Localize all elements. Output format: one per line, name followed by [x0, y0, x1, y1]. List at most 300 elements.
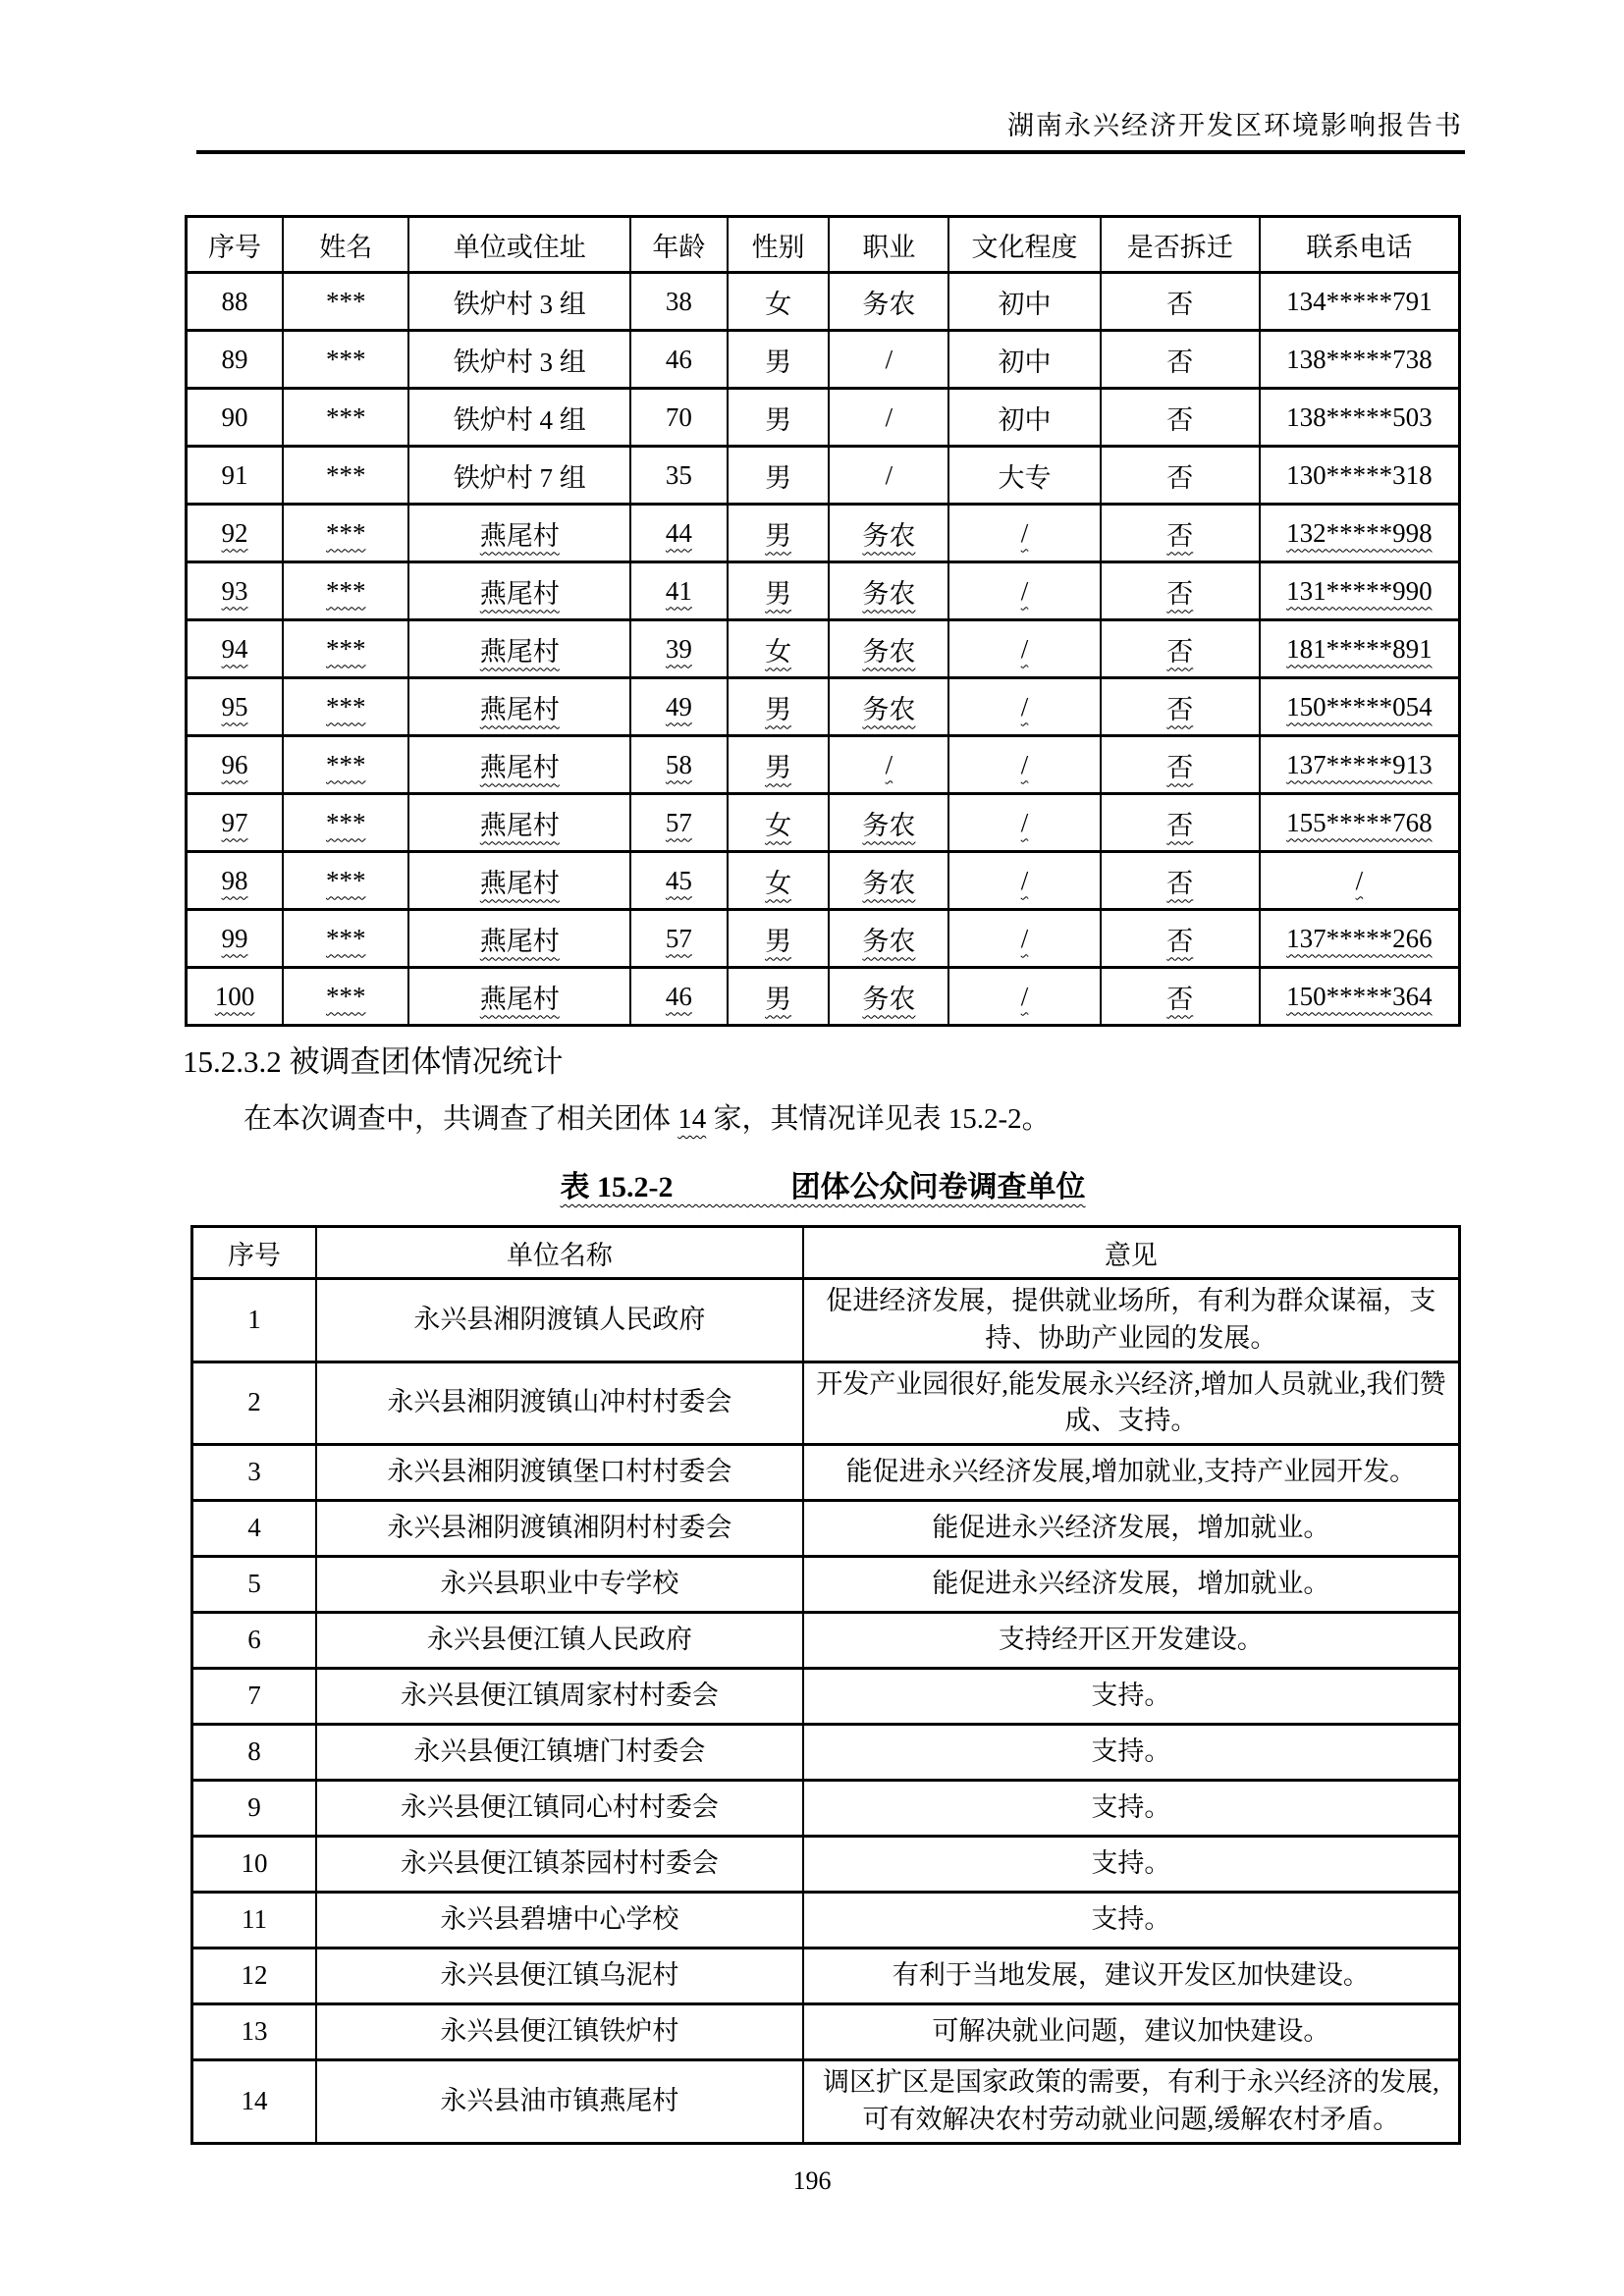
- cell-education: [948, 794, 1100, 852]
- cell-education-text: 大专: [998, 462, 1052, 493]
- cell-number-text: 89: [221, 344, 248, 374]
- cell-name: [283, 505, 408, 562]
- cell-opinion-text: 开发产业园很好,能发展永兴经济,增加人员就业,我们赞成、支持。: [816, 1368, 1446, 1436]
- cell-index: [192, 1893, 317, 1949]
- cell-gender-text: 男: [765, 347, 792, 377]
- col-header-number: 序号: [187, 217, 284, 273]
- cell-opinion-text: 支持。: [1091, 1681, 1171, 1711]
- cell-unit-name-text: 永兴县湘阴渡镇堡口村村委会: [387, 1457, 732, 1487]
- cell-relocation: [1101, 620, 1260, 678]
- cell-name-text: ***: [326, 633, 366, 664]
- cell-address: [408, 794, 630, 852]
- cell-unit-name: [316, 1613, 803, 1669]
- cell-number: [187, 447, 284, 505]
- cell-number: [187, 620, 284, 678]
- cell-gender: [728, 331, 830, 389]
- organizations-table-row: [192, 2004, 1460, 2060]
- table2-title: [185, 1162, 1461, 1205]
- cell-number-text: 95: [221, 691, 248, 721]
- cell-age: [630, 794, 728, 852]
- cell-unit-name-text: 永兴县便江镇茶园村村委会: [400, 1848, 719, 1879]
- cell-unit-name: [316, 1501, 803, 1557]
- cell-index-text: 7: [247, 1681, 261, 1711]
- cell-unit-name: [316, 1949, 803, 2004]
- cell-age-text: 44: [665, 517, 692, 548]
- cell-index-text: 8: [247, 1736, 261, 1767]
- cell-education-text: /: [1020, 865, 1029, 895]
- cell-relocation: [1101, 794, 1260, 852]
- cell-relocation: [1101, 273, 1260, 331]
- organizations-table-row: [192, 1949, 1460, 2004]
- cell-address-text: 燕尾村: [479, 520, 560, 551]
- cell-occupation: [829, 331, 948, 389]
- cell-relocation: [1101, 331, 1260, 389]
- section-heading: 15.2.3.2 被调查团体情况统计: [183, 1044, 564, 1079]
- individuals-header-row: [187, 217, 1460, 273]
- cell-number-text: 100: [214, 981, 255, 1011]
- cell-occupation-text: 务农: [862, 984, 916, 1014]
- cell-age: [630, 505, 728, 562]
- section-paragraph: [185, 1096, 1461, 1137]
- individuals-table: [185, 215, 1461, 1027]
- cell-phone-text: 134*****791: [1286, 286, 1433, 316]
- cell-relocation: [1101, 389, 1260, 447]
- organizations-table-row: [192, 1557, 1460, 1613]
- cell-phone-text: 138*****503: [1286, 401, 1433, 432]
- cell-number-text: 92: [221, 517, 248, 548]
- cell-occupation: [829, 389, 948, 447]
- cell-gender: [728, 620, 830, 678]
- individuals-table-row: [187, 447, 1460, 505]
- col-header-gender: 性别: [728, 217, 830, 273]
- cell-age: [630, 968, 728, 1026]
- cell-unit-name: [316, 1781, 803, 1837]
- cell-education: [948, 273, 1100, 331]
- cell-education: [948, 505, 1100, 562]
- cell-relocation-text: 否: [1166, 289, 1194, 319]
- individuals-table-row: [187, 794, 1460, 852]
- cell-occupation-text: /: [885, 344, 893, 374]
- group-count-value: 14: [677, 1103, 707, 1135]
- cell-opinion-text: 支持。: [1091, 1792, 1171, 1823]
- cell-opinion-text: 支持。: [1091, 1904, 1171, 1935]
- cell-education: [948, 447, 1100, 505]
- cell-occupation: [829, 678, 948, 736]
- cell-opinion-text: 有利于当地发展，建议开发区加快建设。: [892, 1960, 1370, 1991]
- cell-gender-text: 女: [765, 636, 792, 667]
- cell-phone: [1260, 447, 1460, 505]
- cell-address: [408, 562, 630, 620]
- cell-unit-name-text: 永兴县湘阴渡镇山冲村村委会: [387, 1387, 732, 1417]
- cell-occupation: [829, 447, 948, 505]
- cell-index-text: 4: [247, 1513, 261, 1543]
- cell-name: [283, 273, 408, 331]
- cell-relocation: [1101, 562, 1260, 620]
- cell-relocation-text: 否: [1166, 462, 1194, 493]
- cell-opinion: [803, 1781, 1460, 1837]
- organizations-table: [190, 1225, 1461, 2145]
- organizations-table-row: [192, 1501, 1460, 1557]
- cell-opinion: [803, 1837, 1460, 1893]
- cell-education-text: /: [1020, 575, 1029, 606]
- cell-index-text: 6: [247, 1625, 261, 1655]
- col-header-unit-name: 单位名称: [316, 1227, 803, 1279]
- cell-unit-name-text: 永兴县碧塘中心学校: [440, 1904, 679, 1935]
- cell-number: [187, 331, 284, 389]
- organizations-table-row: [192, 1362, 1460, 1445]
- cell-opinion-text: 能促进永兴经济发展，增加就业。: [932, 1513, 1330, 1543]
- cell-age-text: 41: [665, 575, 692, 606]
- cell-education-text: /: [1020, 749, 1029, 779]
- cell-education-text: /: [1020, 517, 1029, 548]
- cell-age: [630, 331, 728, 389]
- cell-name-text: ***: [326, 401, 366, 432]
- cell-address: [408, 620, 630, 678]
- cell-age-text: 39: [665, 633, 692, 664]
- col-header-address: 单位或住址: [408, 217, 630, 273]
- cell-phone-text: 181*****891: [1286, 633, 1433, 664]
- cell-name-text: ***: [326, 517, 366, 548]
- cell-occupation-text: 务农: [862, 636, 916, 667]
- cell-gender: [728, 968, 830, 1026]
- cell-index-text: 5: [247, 1569, 261, 1599]
- page-number: 196: [792, 2166, 832, 2195]
- cell-relocation: [1101, 910, 1260, 968]
- cell-gender-text: 男: [765, 694, 792, 724]
- cell-age-text: 70: [665, 401, 692, 432]
- table2-title-text: 表 15.2-2 团体公众问卷调查单位: [560, 1171, 1086, 1203]
- cell-address: [408, 736, 630, 794]
- cell-opinion-text: 可解决就业问题，建议加快建设。: [932, 2016, 1330, 2047]
- cell-number: [187, 910, 284, 968]
- cell-address: [408, 331, 630, 389]
- cell-age-text: 46: [665, 344, 692, 374]
- cell-gender-text: 男: [765, 520, 792, 551]
- cell-occupation-text: 务农: [862, 868, 916, 898]
- cell-name-text: ***: [326, 981, 366, 1011]
- cell-opinion-text: 支持。: [1091, 1736, 1171, 1767]
- cell-number: [187, 562, 284, 620]
- cell-age: [630, 910, 728, 968]
- cell-unit-name: [316, 1725, 803, 1781]
- cell-index-text: 10: [241, 1848, 268, 1879]
- cell-phone: [1260, 678, 1460, 736]
- cell-index: [192, 1362, 317, 1445]
- cell-age: [630, 562, 728, 620]
- cell-number-text: 90: [221, 401, 248, 432]
- cell-opinion-text: 促进经济发展，提供就业场所，有利为群众谋福，支持、协助产业园的发展。: [826, 1286, 1436, 1353]
- col-header-age: 年龄: [630, 217, 728, 273]
- cell-age-text: 58: [665, 749, 692, 779]
- cell-opinion: [803, 2004, 1460, 2060]
- organizations-table-row: [192, 1613, 1460, 1669]
- cell-opinion: [803, 1362, 1460, 1445]
- cell-age: [630, 852, 728, 910]
- cell-address: [408, 852, 630, 910]
- cell-age: [630, 736, 728, 794]
- col-header-occupation: 职业: [829, 217, 948, 273]
- cell-index-text: 3: [247, 1457, 261, 1487]
- cell-unit-name-text: 永兴县湘阴渡镇人民政府: [413, 1304, 706, 1334]
- cell-relocation: [1101, 447, 1260, 505]
- cell-index: [192, 1279, 317, 1362]
- cell-phone-text: 137*****266: [1286, 923, 1433, 953]
- cell-number-text: 97: [221, 807, 248, 837]
- col-header-relocation: 是否拆迁: [1101, 217, 1260, 273]
- organizations-table-row: [192, 1279, 1460, 1362]
- cell-relocation-text: 否: [1166, 984, 1194, 1014]
- individuals-table-row: [187, 273, 1460, 331]
- cell-phone: [1260, 562, 1460, 620]
- cell-name: [283, 447, 408, 505]
- cell-name: [283, 389, 408, 447]
- cell-unit-name-text: 永兴县便江镇乌泥村: [440, 1960, 679, 1991]
- cell-unit-name-text: 永兴县便江镇同心村村委会: [400, 1792, 719, 1823]
- cell-index: [192, 1725, 317, 1781]
- cell-address-text: 燕尾村: [479, 578, 560, 609]
- individuals-table-row: [187, 331, 1460, 389]
- cell-opinion-text: 调区扩区是国家政策的需要，有利于永兴经济的发展,可有效解决农村劳动就业问题,缓解农村矛盾。: [823, 2067, 1439, 2134]
- cell-relocation-text: 否: [1166, 578, 1194, 609]
- paragraph-text-after: 家，其情况详见表 15.2-2。: [706, 1103, 1051, 1135]
- cell-name: [283, 620, 408, 678]
- cell-number: [187, 852, 284, 910]
- cell-index-text: 2: [247, 1387, 261, 1417]
- cell-phone-text: 132*****998: [1286, 517, 1433, 548]
- individuals-table-row: [187, 562, 1460, 620]
- cell-number-text: 98: [221, 865, 248, 895]
- cell-name-text: ***: [326, 344, 366, 374]
- cell-education-text: /: [1020, 691, 1029, 721]
- cell-unit-name-text: 永兴县油市镇燕尾村: [440, 2086, 679, 2116]
- cell-number: [187, 968, 284, 1026]
- cell-education: [948, 968, 1100, 1026]
- organizations-header-row: [192, 1227, 1460, 1279]
- cell-relocation-text: 否: [1166, 347, 1194, 377]
- cell-occupation-text: /: [885, 749, 893, 779]
- cell-name: [283, 331, 408, 389]
- cell-index: [192, 1837, 317, 1893]
- cell-name-text: ***: [326, 575, 366, 606]
- cell-index-text: 11: [242, 1904, 267, 1935]
- cell-unit-name-text: 永兴县便江镇铁炉村: [440, 2016, 679, 2047]
- cell-occupation: [829, 620, 948, 678]
- cell-index-text: 12: [241, 1960, 268, 1991]
- cell-relocation: [1101, 505, 1260, 562]
- cell-phone: [1260, 852, 1460, 910]
- cell-name-text: ***: [326, 459, 366, 490]
- cell-address-text: 铁炉村 3 组: [453, 347, 586, 377]
- cell-opinion: [803, 1279, 1460, 1362]
- cell-gender-text: 男: [765, 752, 792, 782]
- cell-gender: [728, 852, 830, 910]
- cell-number: [187, 273, 284, 331]
- cell-phone: [1260, 620, 1460, 678]
- cell-opinion-text: 支持。: [1091, 1848, 1171, 1879]
- cell-phone-text: 155*****768: [1286, 807, 1433, 837]
- cell-phone: [1260, 736, 1460, 794]
- cell-education-text: 初中: [998, 404, 1052, 435]
- organizations-table-row: [192, 1837, 1460, 1893]
- cell-phone: [1260, 968, 1460, 1026]
- cell-age-text: 57: [665, 923, 692, 953]
- cell-number: [187, 736, 284, 794]
- cell-opinion-text: 支持经开区开发建设。: [998, 1625, 1264, 1655]
- organizations-table-row: [192, 1893, 1460, 1949]
- cell-gender-text: 男: [765, 984, 792, 1014]
- header-rule: [196, 150, 1465, 154]
- individuals-table-wrap: [185, 215, 1461, 1027]
- cell-relocation-text: 否: [1166, 810, 1194, 840]
- cell-address-text: 燕尾村: [479, 984, 560, 1014]
- cell-opinion: [803, 1949, 1460, 2004]
- individuals-table-row: [187, 910, 1460, 968]
- cell-address: [408, 505, 630, 562]
- cell-age-text: 57: [665, 807, 692, 837]
- cell-occupation-text: /: [885, 459, 893, 490]
- cell-education: [948, 562, 1100, 620]
- cell-opinion: [803, 2060, 1460, 2144]
- cell-unit-name-text: 永兴县便江镇塘门村委会: [413, 1736, 706, 1767]
- cell-phone: [1260, 389, 1460, 447]
- cell-occupation-text: /: [885, 401, 893, 432]
- cell-age: [630, 447, 728, 505]
- cell-occupation-text: 务农: [862, 578, 916, 609]
- cell-gender: [728, 736, 830, 794]
- cell-name-text: ***: [326, 286, 366, 316]
- cell-gender-text: 女: [765, 289, 792, 319]
- cell-relocation-text: 否: [1166, 926, 1194, 956]
- cell-phone: [1260, 505, 1460, 562]
- cell-address: [408, 447, 630, 505]
- cell-age-text: 46: [665, 981, 692, 1011]
- cell-number: [187, 505, 284, 562]
- cell-relocation: [1101, 736, 1260, 794]
- cell-phone: [1260, 910, 1460, 968]
- cell-gender-text: 男: [765, 578, 792, 609]
- cell-name: [283, 562, 408, 620]
- cell-occupation: [829, 273, 948, 331]
- cell-number-text: 96: [221, 749, 248, 779]
- cell-opinion: [803, 1445, 1460, 1501]
- cell-occupation: [829, 562, 948, 620]
- individuals-table-row: [187, 389, 1460, 447]
- cell-relocation: [1101, 852, 1260, 910]
- cell-address-text: 燕尾村: [479, 752, 560, 782]
- cell-unit-name-text: 永兴县便江镇人民政府: [426, 1625, 692, 1655]
- cell-unit-name: [316, 1893, 803, 1949]
- organizations-table-row: [192, 1725, 1460, 1781]
- cell-gender: [728, 389, 830, 447]
- cell-occupation-text: 务农: [862, 694, 916, 724]
- col-header-name: 姓名: [283, 217, 408, 273]
- organizations-table-row: [192, 1781, 1460, 1837]
- cell-education: [948, 910, 1100, 968]
- cell-unit-name: [316, 1669, 803, 1725]
- cell-gender-text: 男: [765, 404, 792, 435]
- cell-address-text: 燕尾村: [479, 926, 560, 956]
- cell-age: [630, 273, 728, 331]
- cell-index: [192, 1501, 317, 1557]
- cell-phone-text: 138*****738: [1286, 344, 1433, 374]
- cell-number-text: 91: [221, 459, 248, 490]
- cell-index: [192, 1613, 317, 1669]
- cell-occupation-text: 务农: [862, 289, 916, 319]
- cell-number: [187, 794, 284, 852]
- cell-unit-name: [316, 1362, 803, 1445]
- cell-name: [283, 852, 408, 910]
- col-header-index: 序号: [192, 1227, 317, 1279]
- cell-unit-name: [316, 1279, 803, 1362]
- individuals-table-row: [187, 678, 1460, 736]
- cell-address: [408, 389, 630, 447]
- cell-phone-text: 130*****318: [1286, 459, 1433, 490]
- cell-number-text: 88: [221, 286, 248, 316]
- col-header-phone: 联系电话: [1260, 217, 1460, 273]
- cell-name: [283, 968, 408, 1026]
- cell-name: [283, 794, 408, 852]
- cell-name-text: ***: [326, 865, 366, 895]
- cell-opinion-text: 能促进永兴经济发展，增加就业。: [932, 1569, 1330, 1599]
- cell-occupation-text: 务农: [862, 926, 916, 956]
- page-header-title: 湖南永兴经济开发区环境影响报告书: [1007, 111, 1463, 140]
- cell-age-text: 38: [665, 286, 692, 316]
- cell-relocation-text: 否: [1166, 636, 1194, 667]
- cell-gender-text: 男: [765, 926, 792, 956]
- cell-address: [408, 910, 630, 968]
- cell-index-text: 1: [247, 1304, 261, 1334]
- cell-opinion: [803, 1501, 1460, 1557]
- cell-index: [192, 1445, 317, 1501]
- col-header-opinion: 意见: [803, 1227, 1460, 1279]
- cell-index: [192, 2060, 317, 2144]
- individuals-table-row: [187, 852, 1460, 910]
- cell-address-text: 燕尾村: [479, 694, 560, 724]
- cell-index-text: 13: [241, 2016, 268, 2047]
- cell-occupation: [829, 910, 948, 968]
- cell-gender: [728, 678, 830, 736]
- cell-name: [283, 678, 408, 736]
- cell-phone: [1260, 331, 1460, 389]
- cell-address: [408, 678, 630, 736]
- cell-phone-text: 131*****990: [1286, 575, 1433, 606]
- cell-index: [192, 2004, 317, 2060]
- cell-education: [948, 852, 1100, 910]
- cell-gender: [728, 273, 830, 331]
- cell-opinion: [803, 1613, 1460, 1669]
- cell-gender-text: 女: [765, 810, 792, 840]
- cell-relocation: [1101, 678, 1260, 736]
- cell-number-text: 94: [221, 633, 248, 664]
- cell-education: [948, 331, 1100, 389]
- cell-index-text: 14: [241, 2086, 268, 2116]
- cell-age: [630, 620, 728, 678]
- cell-number: [187, 678, 284, 736]
- cell-address: [408, 273, 630, 331]
- cell-number-text: 99: [221, 923, 248, 953]
- cell-name-text: ***: [326, 807, 366, 837]
- cell-name-text: ***: [326, 923, 366, 953]
- cell-address-text: 燕尾村: [479, 636, 560, 667]
- cell-address: [408, 968, 630, 1026]
- cell-unit-name: [316, 2004, 803, 2060]
- cell-opinion: [803, 1669, 1460, 1725]
- cell-address-text: 铁炉村 7 组: [453, 462, 586, 493]
- cell-unit-name: [316, 1557, 803, 1613]
- cell-gender-text: 女: [765, 868, 792, 898]
- cell-name: [283, 910, 408, 968]
- individuals-table-row: [187, 736, 1460, 794]
